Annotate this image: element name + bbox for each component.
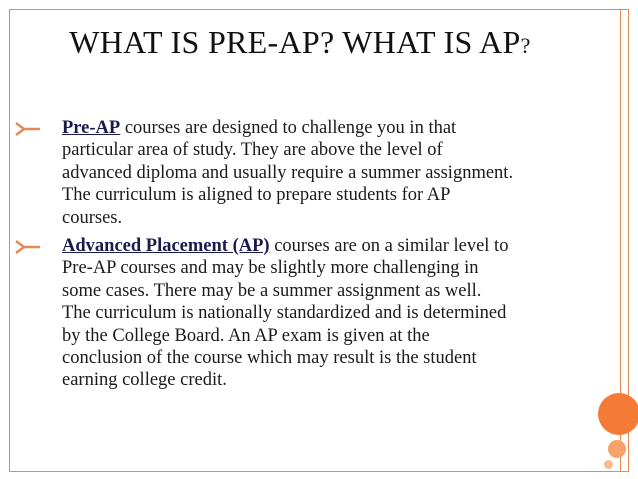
decorative-circle-large [598,393,638,435]
bullet-text [14,235,514,392]
bullet-term: Pre-AP [62,118,121,138]
bullet-text [14,117,514,229]
arrow-bullet-icon [14,238,42,256]
bullet-term: Advanced Placement (AP) [62,236,270,256]
decorative-circle-medium [608,440,626,458]
slide-title-question-mark: ? [520,33,531,58]
bullet-item-pre-ap [14,117,514,229]
decorative-circle-small [604,460,613,469]
arrow-bullet-icon [14,120,42,138]
slide-title [40,20,560,68]
bullet-body: courses are on a similar level to Pre-AP courses and may be slightly more challenging in some cases. There may be a summer assignment as well. The curriculum is nationally standardized and is determined by the College Board. An AP exam is given at the conclusion of the course which may result is the student earning college credit. [62,236,509,391]
bullet-body: courses are designed to challenge you in that particular area of study. They are above the level of advanced diploma and usually require a summer assignment. The curriculum is aligned to prepare students for AP courses. [62,118,514,228]
bullet-item-advanced-placement [14,235,514,392]
slide-title-text: WHAT IS PRE-AP? WHAT IS AP [69,24,521,60]
